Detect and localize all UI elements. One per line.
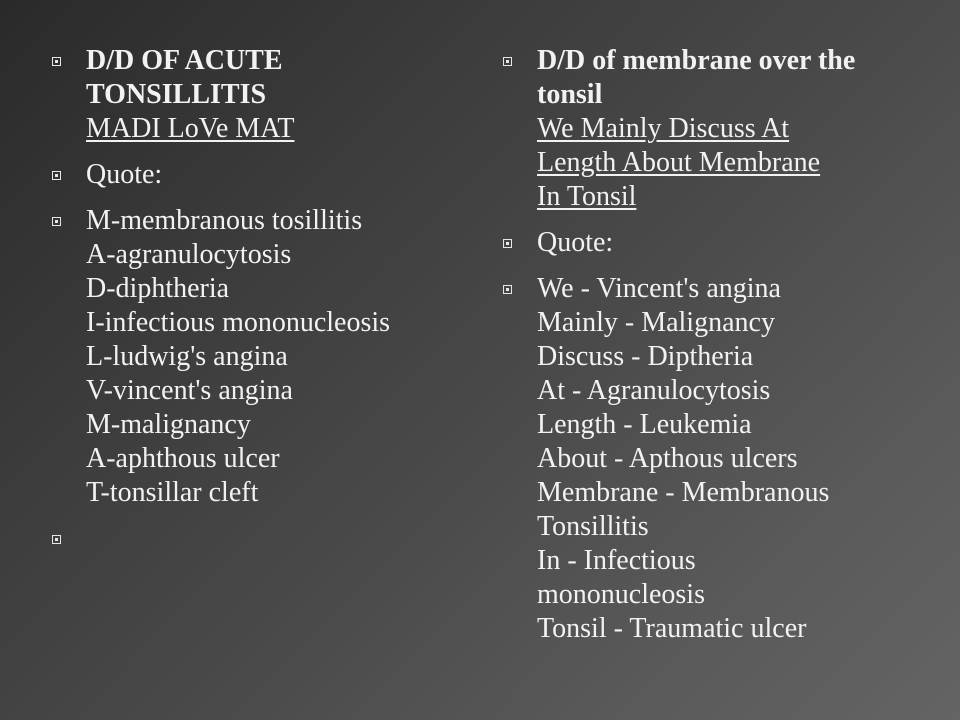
right-item: About - Apthous ulcers xyxy=(537,443,798,474)
left-item: M-malignancy xyxy=(86,409,251,440)
square-bullet-icon xyxy=(52,171,61,180)
left-item: D-diphtheria xyxy=(86,273,230,304)
left-item: L-ludwig's angina xyxy=(86,341,288,372)
right-quote-label: Quote: xyxy=(537,227,614,258)
left-item: M-membranous tosillitis xyxy=(86,205,363,236)
right-item: mononucleosis xyxy=(537,579,705,610)
right-quote-bullet xyxy=(503,226,943,260)
right-items-bullet xyxy=(503,272,943,646)
right-bullet-list xyxy=(503,44,943,646)
right-item: Tonsillitis xyxy=(537,511,649,542)
right-item: In - Infectious xyxy=(537,545,696,576)
right-item: Tonsil - Traumatic ulcer xyxy=(537,613,807,644)
left-quote-label: Quote: xyxy=(86,159,163,190)
right-item: At - Agranulocytosis xyxy=(537,375,771,406)
right-mnemonic-line-2: Length About Membrane xyxy=(537,147,821,178)
square-bullet-icon xyxy=(503,239,512,248)
left-item: I-infectious mononucleosis xyxy=(86,307,391,338)
right-item: Length - Leukemia xyxy=(537,409,752,440)
left-empty-bullet xyxy=(52,522,472,556)
left-heading-line-1: D/D OF ACUTE xyxy=(86,45,283,76)
left-item: T-tonsillar cleft xyxy=(86,477,259,508)
square-bullet-icon xyxy=(52,535,61,544)
square-bullet-icon xyxy=(52,217,61,226)
square-bullet-icon xyxy=(52,57,61,66)
left-heading-line-2: TONSILLITIS xyxy=(86,79,267,110)
right-item: Mainly - Malignancy xyxy=(537,307,775,338)
left-column xyxy=(52,44,472,568)
left-bullet-list xyxy=(52,44,472,556)
left-heading-bullet xyxy=(52,44,472,146)
right-item: Discuss - Diptheria xyxy=(537,341,754,372)
right-mnemonic-line-1: We Mainly Discuss At xyxy=(537,113,790,144)
left-quote-bullet xyxy=(52,158,472,192)
right-heading-line-2: tonsil xyxy=(537,79,603,110)
right-column xyxy=(503,44,943,658)
left-item: A-aphthous ulcer xyxy=(86,443,280,474)
left-item: A-agranulocytosis xyxy=(86,239,292,270)
right-mnemonic-line-3: In Tonsil xyxy=(537,181,637,212)
left-item: V-vincent's angina xyxy=(86,375,293,406)
right-heading-line-1: D/D of membrane over the xyxy=(537,45,856,76)
right-item: We - Vincent's angina xyxy=(537,273,781,304)
right-heading-bullet xyxy=(503,44,943,214)
left-items-bullet xyxy=(52,204,472,510)
right-item: Membrane - Membranous xyxy=(537,477,830,508)
left-mnemonic: MADI LoVe MAT xyxy=(86,113,295,144)
square-bullet-icon xyxy=(503,57,512,66)
square-bullet-icon xyxy=(503,285,512,294)
